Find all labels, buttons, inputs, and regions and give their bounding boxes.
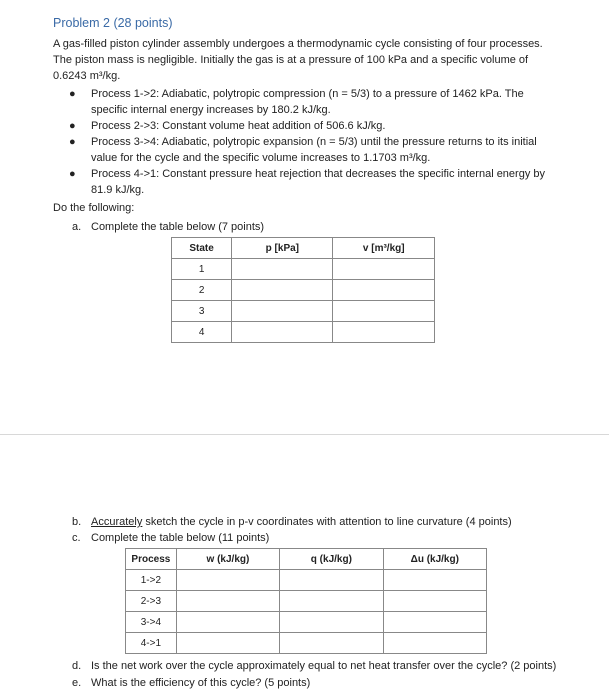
table-header-row (172, 238, 435, 259)
state-table (171, 237, 435, 343)
process-text: Process 2->3: Constant volume heat addition of 506.6 kJ/kg. (91, 120, 386, 132)
work-cell[interactable] (176, 633, 279, 654)
part-a-text: Complete the table below (7 points) (91, 221, 265, 233)
table-row (126, 591, 487, 612)
volume-cell[interactable] (333, 301, 435, 322)
header-specific-volume: v [m³/kg] (333, 238, 435, 259)
part-b-line (91, 514, 512, 530)
table-row (172, 259, 435, 280)
bullet-icon: ● (69, 120, 76, 132)
header-work: w (kJ/kg) (176, 549, 279, 570)
volume-cell[interactable] (333, 280, 435, 301)
process-label: 1->2 (126, 570, 177, 591)
header-process: Process (126, 549, 177, 570)
process-text: Process 4->1: Constant pressure heat rejection that decreases the specific internal energy by 81.9 kJ/kg. (91, 168, 545, 196)
part-d-marker: d. (72, 660, 82, 672)
header-heat: q (kJ/kg) (280, 549, 383, 570)
header-delta-u: Δu (kJ/kg) (383, 549, 486, 570)
process-table (125, 548, 487, 654)
volume-cell[interactable] (333, 259, 435, 280)
bullet-icon: ● (69, 168, 76, 180)
part-d-text: Is the net work over the cycle approximately equal to net heat transfer over the cycle? (2 points) (91, 660, 557, 672)
page-divider (0, 434, 609, 435)
delta-u-cell[interactable] (383, 591, 486, 612)
process-text: Process 3->4: Adiabatic, polytropic expansion (n = 5/3) until the pressure returns to its initial value for the cycle and the specific volume increases to 1.1703 m³/kg. (91, 136, 537, 164)
process-label: 3->4 (126, 612, 177, 633)
delta-u-cell[interactable] (383, 633, 486, 654)
process-item-3 (69, 134, 561, 166)
header-pressure: p [kPa] (232, 238, 333, 259)
bullet-icon: ● (69, 88, 76, 100)
work-cell[interactable] (176, 570, 279, 591)
header-state: State (172, 238, 232, 259)
process-text: Process 1->2: Adiabatic, polytropic compression (n = 5/3) to a pressure of 1462 kPa. The specific internal energy increases by 180.2 kJ/kg. (91, 88, 524, 116)
part-a-marker: a. (72, 221, 82, 233)
part-e-text: What is the efficiency of this cycle? (5 points) (91, 677, 311, 689)
table-row (126, 612, 487, 633)
state-label: 4 (172, 322, 232, 343)
heat-cell[interactable] (280, 570, 383, 591)
pressure-cell[interactable] (232, 280, 333, 301)
process-item-2 (69, 118, 561, 134)
part-b-accent-word: Accurately (91, 516, 143, 528)
state-label: 3 (172, 301, 232, 322)
work-cell[interactable] (176, 591, 279, 612)
part-c-marker: c. (72, 532, 81, 544)
work-cell[interactable] (176, 612, 279, 633)
table-row (172, 280, 435, 301)
table-row (126, 570, 487, 591)
process-item-1 (69, 86, 561, 118)
heat-cell[interactable] (280, 633, 383, 654)
table-header-row (126, 549, 487, 570)
table-row (172, 301, 435, 322)
do-following-label: Do the following: (53, 202, 135, 214)
delta-u-cell[interactable] (383, 612, 486, 633)
bullet-icon: ● (69, 136, 76, 148)
state-label: 2 (172, 280, 232, 301)
part-e-marker: e. (72, 677, 82, 689)
heat-cell[interactable] (280, 591, 383, 612)
pressure-cell[interactable] (232, 301, 333, 322)
pressure-cell[interactable] (232, 322, 333, 343)
state-label: 1 (172, 259, 232, 280)
pressure-cell[interactable] (232, 259, 333, 280)
heat-cell[interactable] (280, 612, 383, 633)
volume-cell[interactable] (333, 322, 435, 343)
process-label: 2->3 (126, 591, 177, 612)
problem-title: Problem 2 (28 points) (53, 16, 173, 30)
delta-u-cell[interactable] (383, 570, 486, 591)
part-b-text: sketch the cycle in p-v coordinates with attention to line curvature (4 points) (142, 516, 512, 528)
process-item-4 (69, 166, 561, 198)
process-label: 4->1 (126, 633, 177, 654)
problem-intro: A gas-filled piston cylinder assembly undergoes a thermodynamic cycle consisting of four processes. The piston mass is negligible. Initially the gas is at a pressure of 100 kPa and a specific volume of 0.6243 m³/kg. (53, 38, 543, 82)
table-row (172, 322, 435, 343)
table-row (126, 633, 487, 654)
part-c-text: Complete the table below (11 points) (91, 532, 270, 544)
part-b-marker: b. (72, 516, 82, 528)
